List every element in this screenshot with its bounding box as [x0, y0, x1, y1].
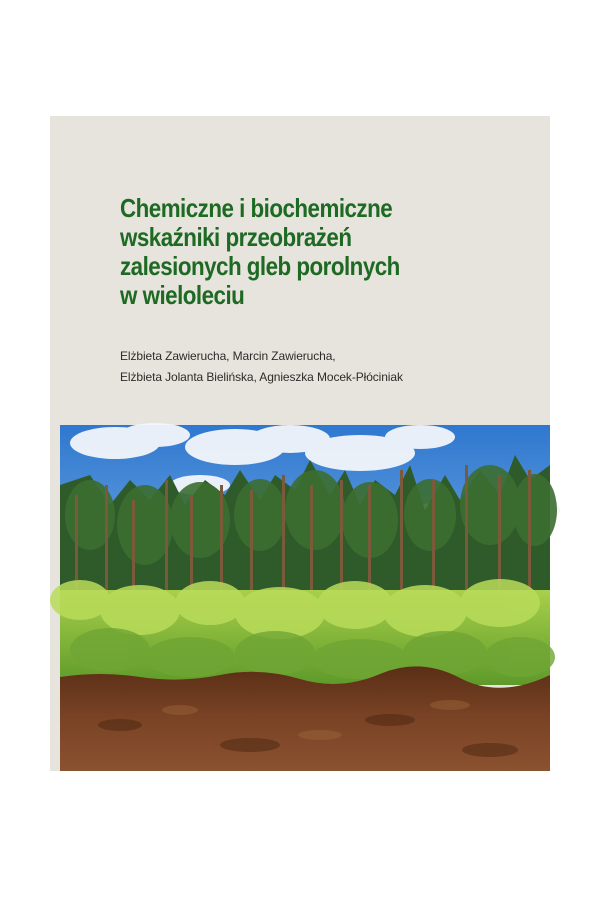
authors-line-1: Elżbieta Zawierucha, Marcin Zawierucha,	[120, 349, 336, 363]
authors-line-2: Elżbieta Jolanta Bielińska, Agnieszka Mocek-Płóciniak	[120, 370, 403, 384]
cover-photo-forest-soil	[60, 425, 550, 771]
book-cover	[50, 116, 550, 850]
title-line-3: zalesionych gleb porolnych	[120, 251, 400, 281]
title-line-4: w wieloleciu	[120, 280, 245, 310]
title-line-1: Chemiczne i biochemiczne	[120, 193, 393, 223]
title-line-2: wskaźniki przeobrażeń	[120, 222, 352, 252]
book-title	[120, 194, 473, 310]
publisher-name: Wydawnictwo Uniwersytetu Przyrodniczego w Poznaniu	[132, 839, 376, 850]
book-authors	[120, 346, 520, 388]
